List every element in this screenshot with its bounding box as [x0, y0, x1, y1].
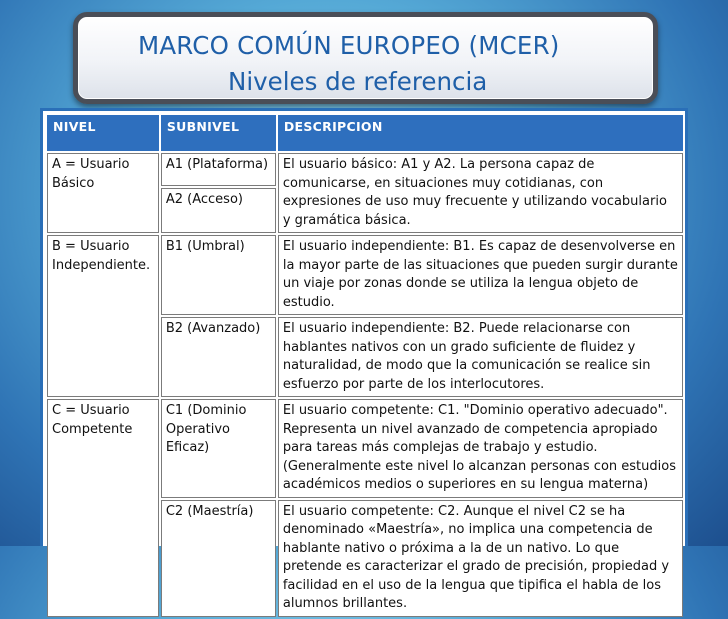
- level-cell: A = Usuario Básico: [47, 153, 159, 233]
- table-row: [47, 153, 683, 186]
- title-box: [73, 12, 658, 104]
- header-descripcion: DESCRIPCION: [278, 115, 683, 151]
- description-cell: El usuario independiente: B1. Es capaz de desenvolverse en la mayor parte de las situaciones que pueden surgir durante un viaje por zonas donde se utiliza la lengua objeto de estudio.: [278, 235, 683, 315]
- level-cell: B = Usuario Independiente.: [47, 235, 159, 397]
- sublevel-cell: C1 (Dominio Operativo Eficaz): [161, 399, 276, 498]
- table-header-row: [47, 115, 683, 151]
- table-row: [47, 399, 683, 498]
- description-cell: El usuario independiente: B2. Puede relacionarse con hablantes nativos con un grado suficiente de fluidez y naturalidad, de modo que la comunicación se realice sin esfuerzo por parte de los interlocutores.: [278, 317, 683, 397]
- levels-table-frame: [40, 108, 688, 611]
- sublevel-cell: C2 (Maestría): [161, 500, 276, 617]
- levels-table: [45, 113, 685, 619]
- sublevel-cell: A2 (Acceso): [161, 188, 276, 233]
- description-cell: El usuario competente: C1. "Dominio operativo adecuado". Representa un nivel avanzado de competencia apropiado para tareas más complejas de trabajo y estudio. (Generalmente este nivel lo alcanzan personas con estudios académicos medios o superiores en su lengua materna): [278, 399, 683, 498]
- level-cell: C = Usuario Competente: [47, 399, 159, 617]
- description-cell: El usuario básico: A1 y A2. La persona capaz de comunicarse, en situaciones muy cotidianas, con expresiones de uso muy frecuente y utilizando vocabulario y gramática básica.: [278, 153, 683, 233]
- sublevel-cell: B1 (Umbral): [161, 235, 276, 315]
- sublevel-cell: B2 (Avanzado): [161, 317, 276, 397]
- header-nivel: NIVEL: [47, 115, 159, 151]
- page-subtitle: Niveles de referencia: [228, 67, 488, 96]
- page-title: MARCO COMÚN EUROPEO (MCER): [138, 31, 560, 60]
- sublevel-cell: A1 (Plataforma): [161, 153, 276, 186]
- table-row: [47, 235, 683, 315]
- header-subnivel: SUBNIVEL: [161, 115, 276, 151]
- description-cell: El usuario competente: C2. Aunque el nivel C2 se ha denominado «Maestría», no implica una competencia de hablante nativo o próxima a la de un nativo. Lo que pretende es caracterizar el grado de precisión, propiedad y facilidad en el uso de la lengua que tipifica el habla de los alumnos brillantes.: [278, 500, 683, 617]
